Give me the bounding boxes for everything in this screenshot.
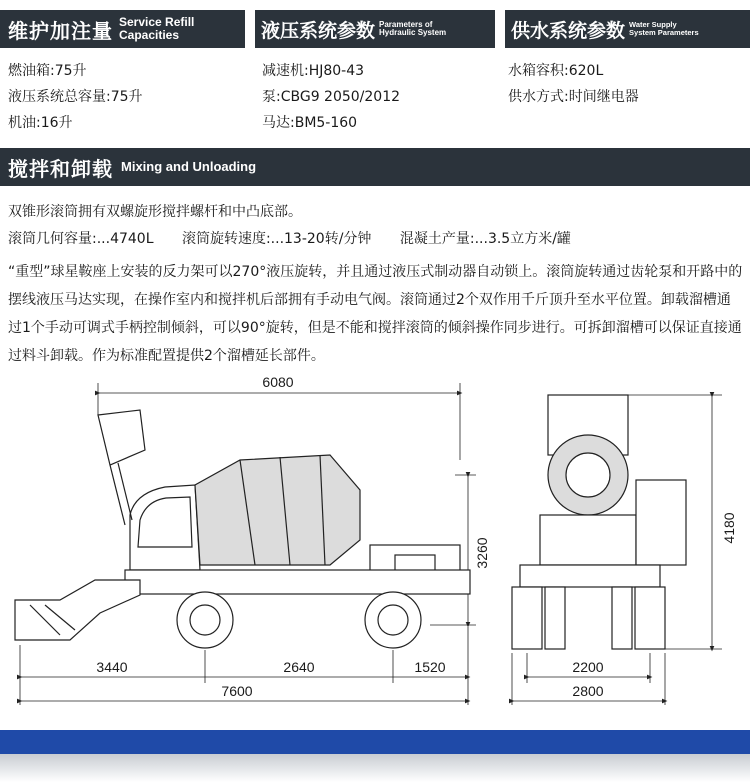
list-item: 机油:16升 <box>8 115 73 131</box>
refill-title-en: Service Refill Capacities <box>119 15 195 42</box>
dim-seg-rear: 1520 <box>414 659 446 675</box>
mixing-title: 搅拌和卸载 <box>8 156 113 181</box>
list-item: 水箱容积:620L <box>508 63 604 79</box>
footer-band <box>0 730 750 754</box>
water-list <box>508 58 639 110</box>
mixing-title-en: Mixing and Unloading <box>121 159 257 175</box>
list-item: 减速机:HJ80-43 <box>262 63 365 79</box>
section-header-water <box>505 10 750 48</box>
list-item: 供水方式:时间继电器 <box>508 89 639 105</box>
dim-seg-front: 3440 <box>96 659 128 675</box>
hydraulic-list <box>262 58 400 136</box>
spec-capacity: 滚筒几何容量:...4740L <box>8 231 154 247</box>
section-header-refill <box>0 10 245 48</box>
section-header-hydraulic <box>255 10 495 48</box>
section-header-mixing <box>0 148 750 186</box>
list-item: 液压系统总容量:75升 <box>8 89 143 105</box>
mixing-paragraph: “重型”球星鞍座上安装的反力架可以270°液压旋转，并且通过液压式制动器自动锁上。滚筒旋转通过齿轮泵和开路中的摆线液压马达实现，在操作室内和搅拌机后部拥有手动电气阀。滚筒通过2个双作用千斤顶升至水平位置。卸载溜槽通过1个手动可调式手柄控制倾斜，可以90°旋转，但是不能和搅拌滚筒的倾斜操作同步进行。可拆卸溜槽可以保证直接通过料斗卸载。作为标准配置提供2个溜槽延长部件。 <box>8 264 743 364</box>
dim-width: 2800 <box>572 683 604 699</box>
list-item: 燃油箱:75升 <box>8 63 87 79</box>
dim-height-side: 3260 <box>474 537 490 569</box>
refill-list <box>8 58 143 136</box>
spec-output: 混凝土产量:...3.5立方米/罐 <box>399 231 571 247</box>
dim-seg-wheelbase: 2640 <box>283 659 315 675</box>
list-item: 泵:CBG9 2050/2012 <box>262 89 401 105</box>
dim-height-rear: 4180 <box>721 512 737 544</box>
mixing-specs <box>8 227 744 252</box>
list-item: 马达:BM5-160 <box>262 115 358 131</box>
mixing-intro: 双锥形滚筒拥有双螺旋形搅拌螺杆和中凸底部。 <box>8 204 302 220</box>
dim-total-length: 7600 <box>221 683 253 699</box>
spec-speed: 滚筒旋转速度:...13-20转/分钟 <box>181 231 372 247</box>
water-title: 供水系统参数 <box>511 19 626 42</box>
hydraulic-title-en: Parameters of Hydraulic System <box>379 19 447 37</box>
dim-track: 2200 <box>572 659 604 675</box>
dim-top-length: 6080 <box>262 374 294 390</box>
hydraulic-title: 液压系统参数 <box>261 19 376 42</box>
footer-shadow <box>0 754 750 782</box>
water-title-en: Water Supply System Parameters <box>629 20 699 37</box>
refill-title: 维护加注量 <box>8 18 113 43</box>
mixer-dimension-drawing <box>0 365 750 725</box>
